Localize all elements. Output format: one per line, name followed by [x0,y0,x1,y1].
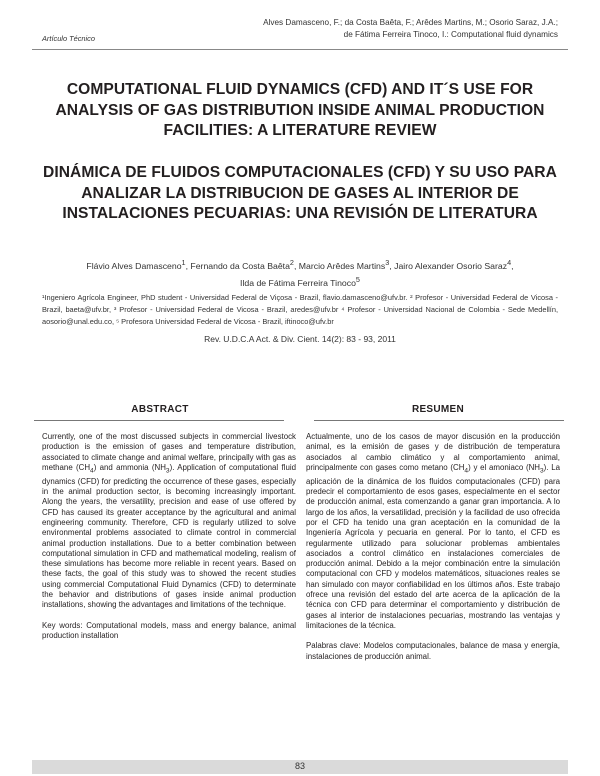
author-marker: 1 [181,258,186,267]
author-marker: 3 [385,258,390,267]
running-header-authors: Alves Damasceno, F.; da Costa Baêta, F.; Arêdes Martins, M.; Osorio Saraz, J.A.; [263,18,558,27]
running-header-title: de Fátima Ferreira Tinoco, I.: Computational fluid dynamics [343,30,558,39]
abstract-keywords: Key words: Computational models, mass and energy balance, animal production installation [42,620,296,640]
resumen-divider [314,420,564,421]
author-name: Jairo Alexander Osorio Saraz [394,260,508,271]
author-name: Flávio Alves Damasceno [86,260,182,271]
resumen-heading: RESUMEN [411,404,465,415]
abstract-body: Currently, one of the most discussed subjects in commercial livestock production is the emission of gases and temperature distribution, associated to climate change and animal welfare, principally with gas as methane $(CH_4)$ and ammonia $(NH_3)$. Application of computational fluid dynamics (CFD) for predicting the occurrence of these gases, especially in the animal production sector, is becoming increasingly important. Along the years, the versatility, precision and ease of use offered by CFD has caused its greater acceptance by the agricultural and animal engineering community. Therefore, CFD is regularly utilized to solve environmental problems associated to climate control in commercial animal production installations. Due to a better combination between computational simulation in CFD and mathematical modeling, realism of these simulations has become more reliable in recent years. Based on these facts, the goal of this study was to showed the recent studies using commercial Computational Fluid Dynamics (CFD) to determinate the behavior and distributions of gases inside animal production installations, showing the advantages and limitations of the technique. [42,432,296,610]
title-spanish: DINÁMICA DE FLUIDOS COMPUTACIONALES (CFD) Y SU USO PARA ANALIZAR LA DISTRIBUCION DE GASES AL INTERIOR DE INSTALACIONES PECUARIAS: UNA REVISIÓN DE LITERATURA [43,164,557,222]
section-label: Artículo Técnico [42,34,95,43]
abstract-divider [34,420,284,421]
citation: Rev. U.D.C.A Act. & Div. Cient. 14(2): 83 - 93, 2011 [204,334,396,344]
title-english: COMPUTATIONAL FLUID DYNAMICS (CFD) AND IT´S USE FOR ANALYSIS OF GAS DISTRIBUTION INSIDE ANIMAL PRODUCTION FACILITIES: A LITERATURE REVIEW [55,81,545,139]
resumen-body: Actualmente, uno de los casos de mayor discusión en la producción animal, es la emisión de gases y de distribución de temperatura asociados al cambio climático y al comportamiento animal, principalmente con gases como metano $(CH_4)$ y el amoniaco $(NH_3)$. La aplicación de la dinámica de los fluidos computacionales (CFD) para predecir el comportamiento de esos gases, especialmente en el sector de producción animal, esta comenzando a ganar gran importancia. A lo largo de los años, la versatilidad, precisión y la facilidad de uso ofrecida por el CFD ha tenido una gran aceptación en la comunidad de la Ingeniería Agrícola y pecuaria en general. Por lo tanto, el CFD es regularmente utilizado para solucionar problemas ambientales asociados a control climático en instalaciones comerciales de producción animal. Debido a la mejor combinación entre la simulación computacional con CFD y modelos matemáticos, situaciones reales se han simulado con mayor confiabilidad en los últimos años. Este trabajo ofrece una revisión del estado del arte acerca de la aplicación de la técnica con CFD para determinar el comportamiento y distribución de gases al interior de instalaciones pecuarias, mostrando las ventajas y limitaciones de la técnica. [306,432,560,630]
header-divider [32,49,568,50]
author-list: Flávio Alves Damasceno$^1$, Fernando da Costa Baêta$^2$, Marcio Arêdes Martins$^3$, Jairo Alexander Osorio Saraz$^4$, Ilda de Fátima Ferreira Tinoco$^5$ [86,258,514,288]
abstract-column [42,432,296,641]
affiliations: ¹Ingeniero Agrícola Engineer, PhD student - Universidad Federal de Viçosa - Brazil, flavio.damasceno@ufv.br. ² Profesor - Universidad Federal de Vicosa - Brazil, baeta@ufv.br, ³ Profesor - Universidad Federal de Vicosa - Brazil, aredes@ufv.br ⁴ Profesor - Universidad Nacional de Colombia - Sede Medellín, aosorio@unal.edu.co, ⁵ Profesora Universidad Federal de Vicosa - Brazil, iftinoco@ufv.br [42,293,558,326]
author-name: Fernando da Costa Baêta [190,260,290,271]
abstract-heading: ABSTRACT [131,404,189,415]
author-name: Marcio Arêdes Martins [298,260,386,271]
author-marker: 2 [289,258,294,267]
resumen-keywords: Palabras clave: Modelos computacionales, balance de masa y energía, instalaciones de producción animal. [306,641,560,661]
resumen-column [306,432,560,662]
author-marker: 5 [355,274,360,284]
page-number: 83 [294,761,305,771]
running-header [228,17,558,41]
author-marker: 4 [507,258,512,267]
author-name: Ilda de Fátima Ferreira Tinoco [240,277,356,288]
